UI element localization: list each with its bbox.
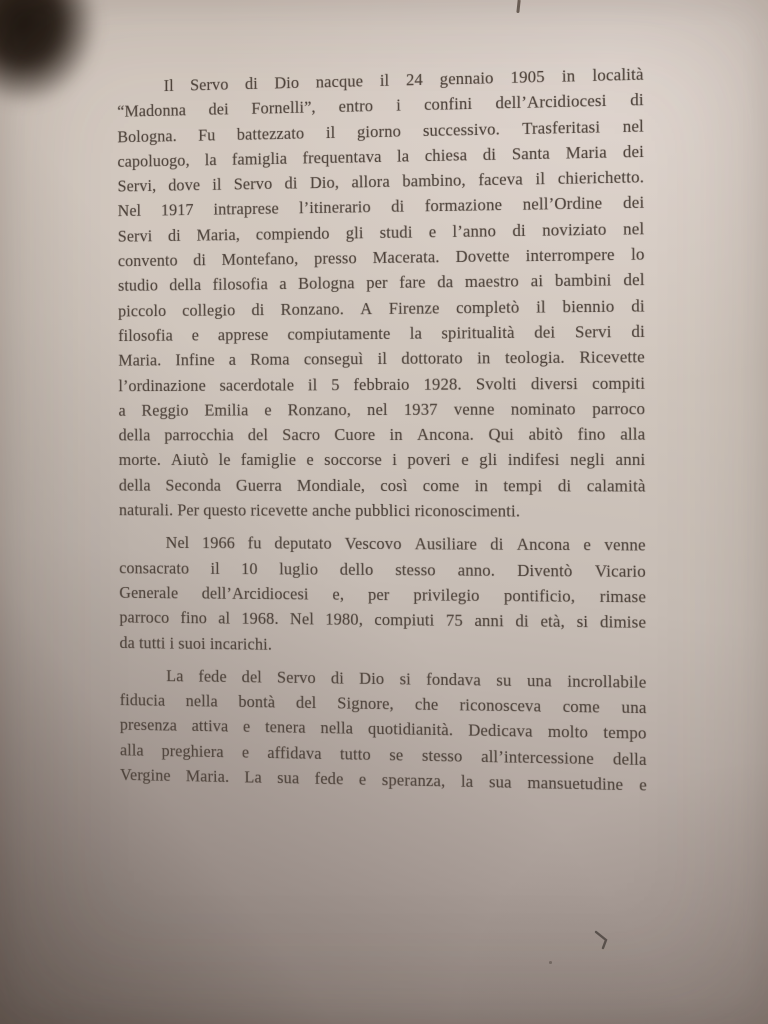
text-line: Il Servo di Dio nacque il 24 gennaio 1905 in località	[163, 64, 644, 96]
text-line: convento di Montefano, presso Macerata. Dovette interrompere lo	[117, 244, 645, 271]
paragraph	[117, 61, 646, 524]
pen-mark	[594, 930, 612, 950]
text-line: presenza attiva e tenera nella quotidianità. Dedicava molto tempo	[119, 715, 647, 744]
text-line: morte. Aiutò le famiglie e soccorse i poveri e gli indifesi negli anni	[118, 450, 646, 470]
text-line: fiducia nella bontà del Signore, che riconosceva come una	[119, 690, 647, 718]
text-line: a Reggio Emilia e Ronzano, nel 1937 venne nominato parroco	[118, 398, 646, 420]
text-line: della parrocchia del Sacro Cuore in Ancona. Qui abitò fino alla	[118, 424, 646, 445]
paragraph	[119, 530, 646, 661]
text-line: naturali. Per questo ricevette anche pubblici riconoscimenti.	[118, 500, 521, 521]
text-line: Vergine Maria. La sua fede e speranza, la sua mansuetudine e	[120, 765, 647, 795]
text-line: alla preghiera e affidava tutto se stesso all’intercessione della	[119, 740, 647, 769]
text-line: filosofia e apprese compiutamente la spiritualità dei Servi di	[118, 321, 645, 345]
text-line: capoluogo, la famiglia frequentava la chiesa di Santa Maria dei	[117, 141, 645, 171]
text-line: Nel 1917 intraprese l’itinerario di formazione nell’Ordine dei	[117, 193, 645, 221]
text-line: consacrato il 10 luglio dello stesso anno. Diventò Vicario	[119, 558, 646, 581]
text-line: Bologna. Fu battezzato il giorno successivo. Trasferitasi nel	[117, 115, 644, 146]
paper-edge-mark	[516, 0, 520, 13]
text-line: piccolo collegio di Ronzano. A Firenze completò il biennio di	[118, 295, 645, 321]
text-line: parroco fino al 1968. Nel 1980, compiuti 75 anni di età, si dimise	[119, 607, 647, 633]
text-line: studio della filosofia a Bologna per fare da maestro ai bambini del	[117, 270, 645, 296]
paragraph	[120, 663, 647, 798]
page-text	[117, 61, 647, 797]
text-line: Generale dell’Arcidiocesi e, per privilegio pontificio, rimase	[119, 582, 647, 607]
text-line: Nel 1966 fu deputato Vescovo Ausiliare di Ancona e venne	[165, 533, 646, 555]
text-line: l’ordinazione sacerdotale il 5 febbraio 1928. Svolti diversi compiti	[118, 373, 646, 395]
text-line: della Seconda Guerra Mondiale, così come in tempi di calamità	[118, 475, 646, 496]
text-line: Servi di Maria, compiendo gli studi e l’anno di noviziato nel	[117, 218, 645, 246]
text-line: La fede del Servo di Dio si fondava su una incrollabile	[166, 666, 647, 692]
text-line: Maria. Infine a Roma conseguì il dottorato in teologia. Ricevette	[118, 347, 645, 370]
photo-corner-shadow	[0, 0, 98, 105]
text-line: da tutti i suoi incarichi.	[119, 632, 273, 654]
text-line: “Madonna dei Fornelli”, entro i confini dell’Arcidiocesi di	[117, 90, 644, 121]
text-line: Servi, dove il Servo di Dio, allora bambino, faceva il chierichetto.	[117, 167, 645, 196]
paper-speck	[549, 961, 552, 964]
